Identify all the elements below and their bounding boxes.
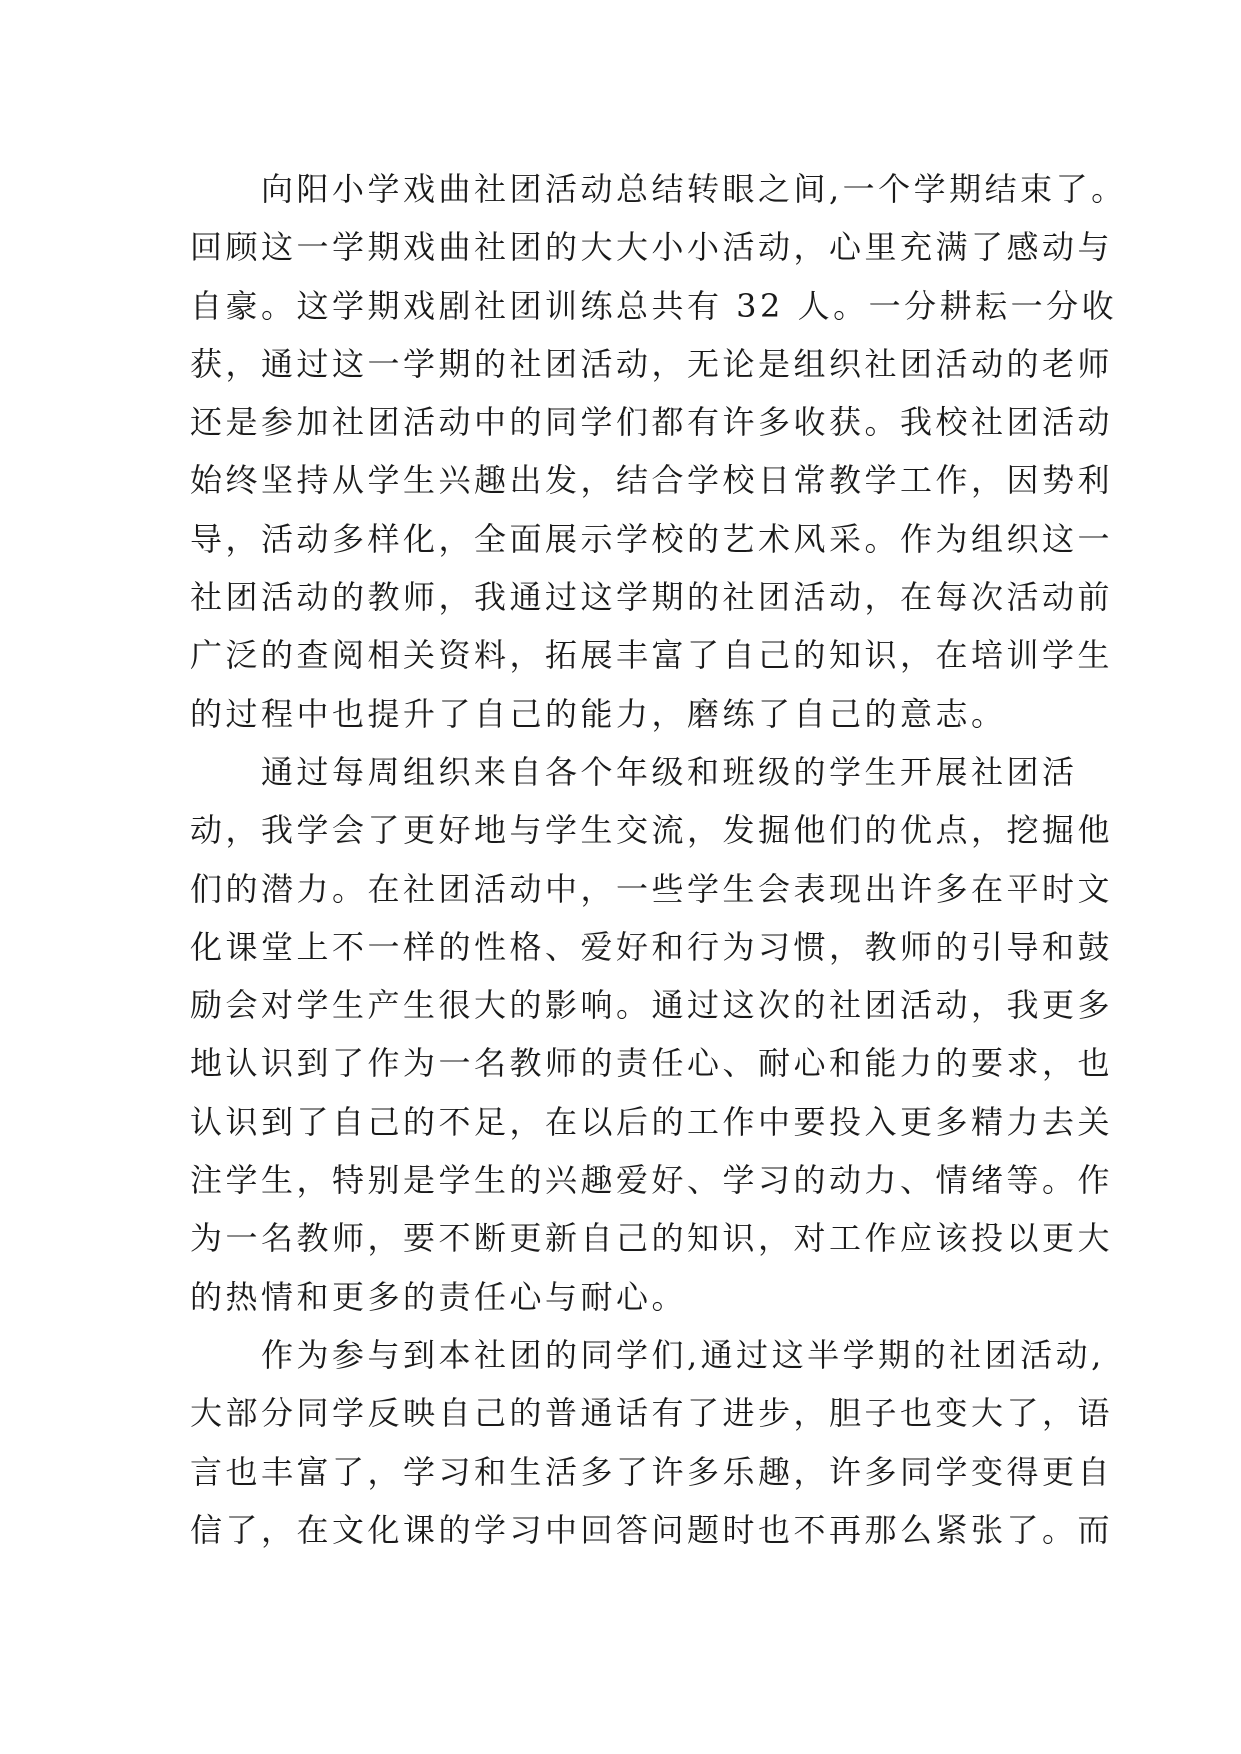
paragraph-1 <box>190 160 1127 743</box>
text-line: 通过每周组织来自各个年级和班级的学生开展社团活 <box>261 752 1078 791</box>
text-line: 获，通过这一学期的社团活动，无论是组织社团活动的老师 <box>190 344 1114 383</box>
text-line: 信了，在文化课的学习中回答问题时也不再那么紧张了。而 <box>190 1510 1114 1549</box>
text-line: 言也丰富了，学习和生活多了许多乐趣，许多同学变得更自 <box>190 1452 1114 1491</box>
text-line: 作为参与到本社团的同学们,通过这半学期的社团活动, <box>261 1335 1105 1374</box>
text-line: 注学生，特别是学生的兴趣爱好、学习的动力、情绪等。作 <box>190 1161 1114 1200</box>
text-line: 还是参加社团活动中的同学们都有许多收获。我校社团活动 <box>190 403 1114 442</box>
text-line: 自豪。这学期戏剧社团训练总共有 32 人。一分耕耘一分收 <box>190 286 1118 325</box>
text-line: 大部分同学反映自己的普通话有了进步，胆子也变大了，语 <box>190 1394 1114 1433</box>
text-line: 励会对学生产生很大的影响。通过这次的社团活动，我更多 <box>190 986 1114 1025</box>
text-line: 回顾这一学期戏曲社团的大大小小活动，心里充满了感动与 <box>190 228 1114 267</box>
text-line: 广泛的查阅相关资料，拓展丰富了自己的知识，在培训学生 <box>190 636 1114 675</box>
text-line: 导，活动多样化，全面展示学校的艺术风采。作为组织这一 <box>190 519 1114 558</box>
text-line: 社团活动的教师，我通过这学期的社团活动，在每次活动前 <box>190 578 1114 617</box>
text-line: 向阳小学戏曲社团活动总结转眼之间,一个学期结束了。 <box>261 170 1127 208</box>
text-line: 的过程中也提升了自己的能力，磨练了自己的意志。 <box>190 694 1007 733</box>
text-line: 化课堂上不一样的性格、爱好和行为习惯，教师的引导和鼓 <box>190 927 1114 966</box>
text-line: 认识到了自己的不足，在以后的工作中要投入更多精力去关 <box>190 1102 1114 1141</box>
text-line: 动，我学会了更好地与学生交流，发掘他们的优点，挖掘他 <box>190 811 1114 850</box>
text-line: 的热情和更多的责任心与耐心。 <box>190 1277 688 1316</box>
text-line: 们的潜力。在社团活动中，一些学生会表现出许多在平时文 <box>190 869 1114 908</box>
text-line: 为一名教师，要不断更新自己的知识，对工作应该投以更大 <box>190 1219 1114 1258</box>
text-line: 地认识到了作为一名教师的责任心、耐心和能力的要求，也 <box>190 1044 1114 1083</box>
document-body <box>190 160 1127 1559</box>
paragraph-3 <box>190 1326 1114 1559</box>
paragraph-2 <box>190 743 1114 1326</box>
text-line: 始终坚持从学生兴趣出发，结合学校日常教学工作，因势利 <box>190 461 1114 500</box>
